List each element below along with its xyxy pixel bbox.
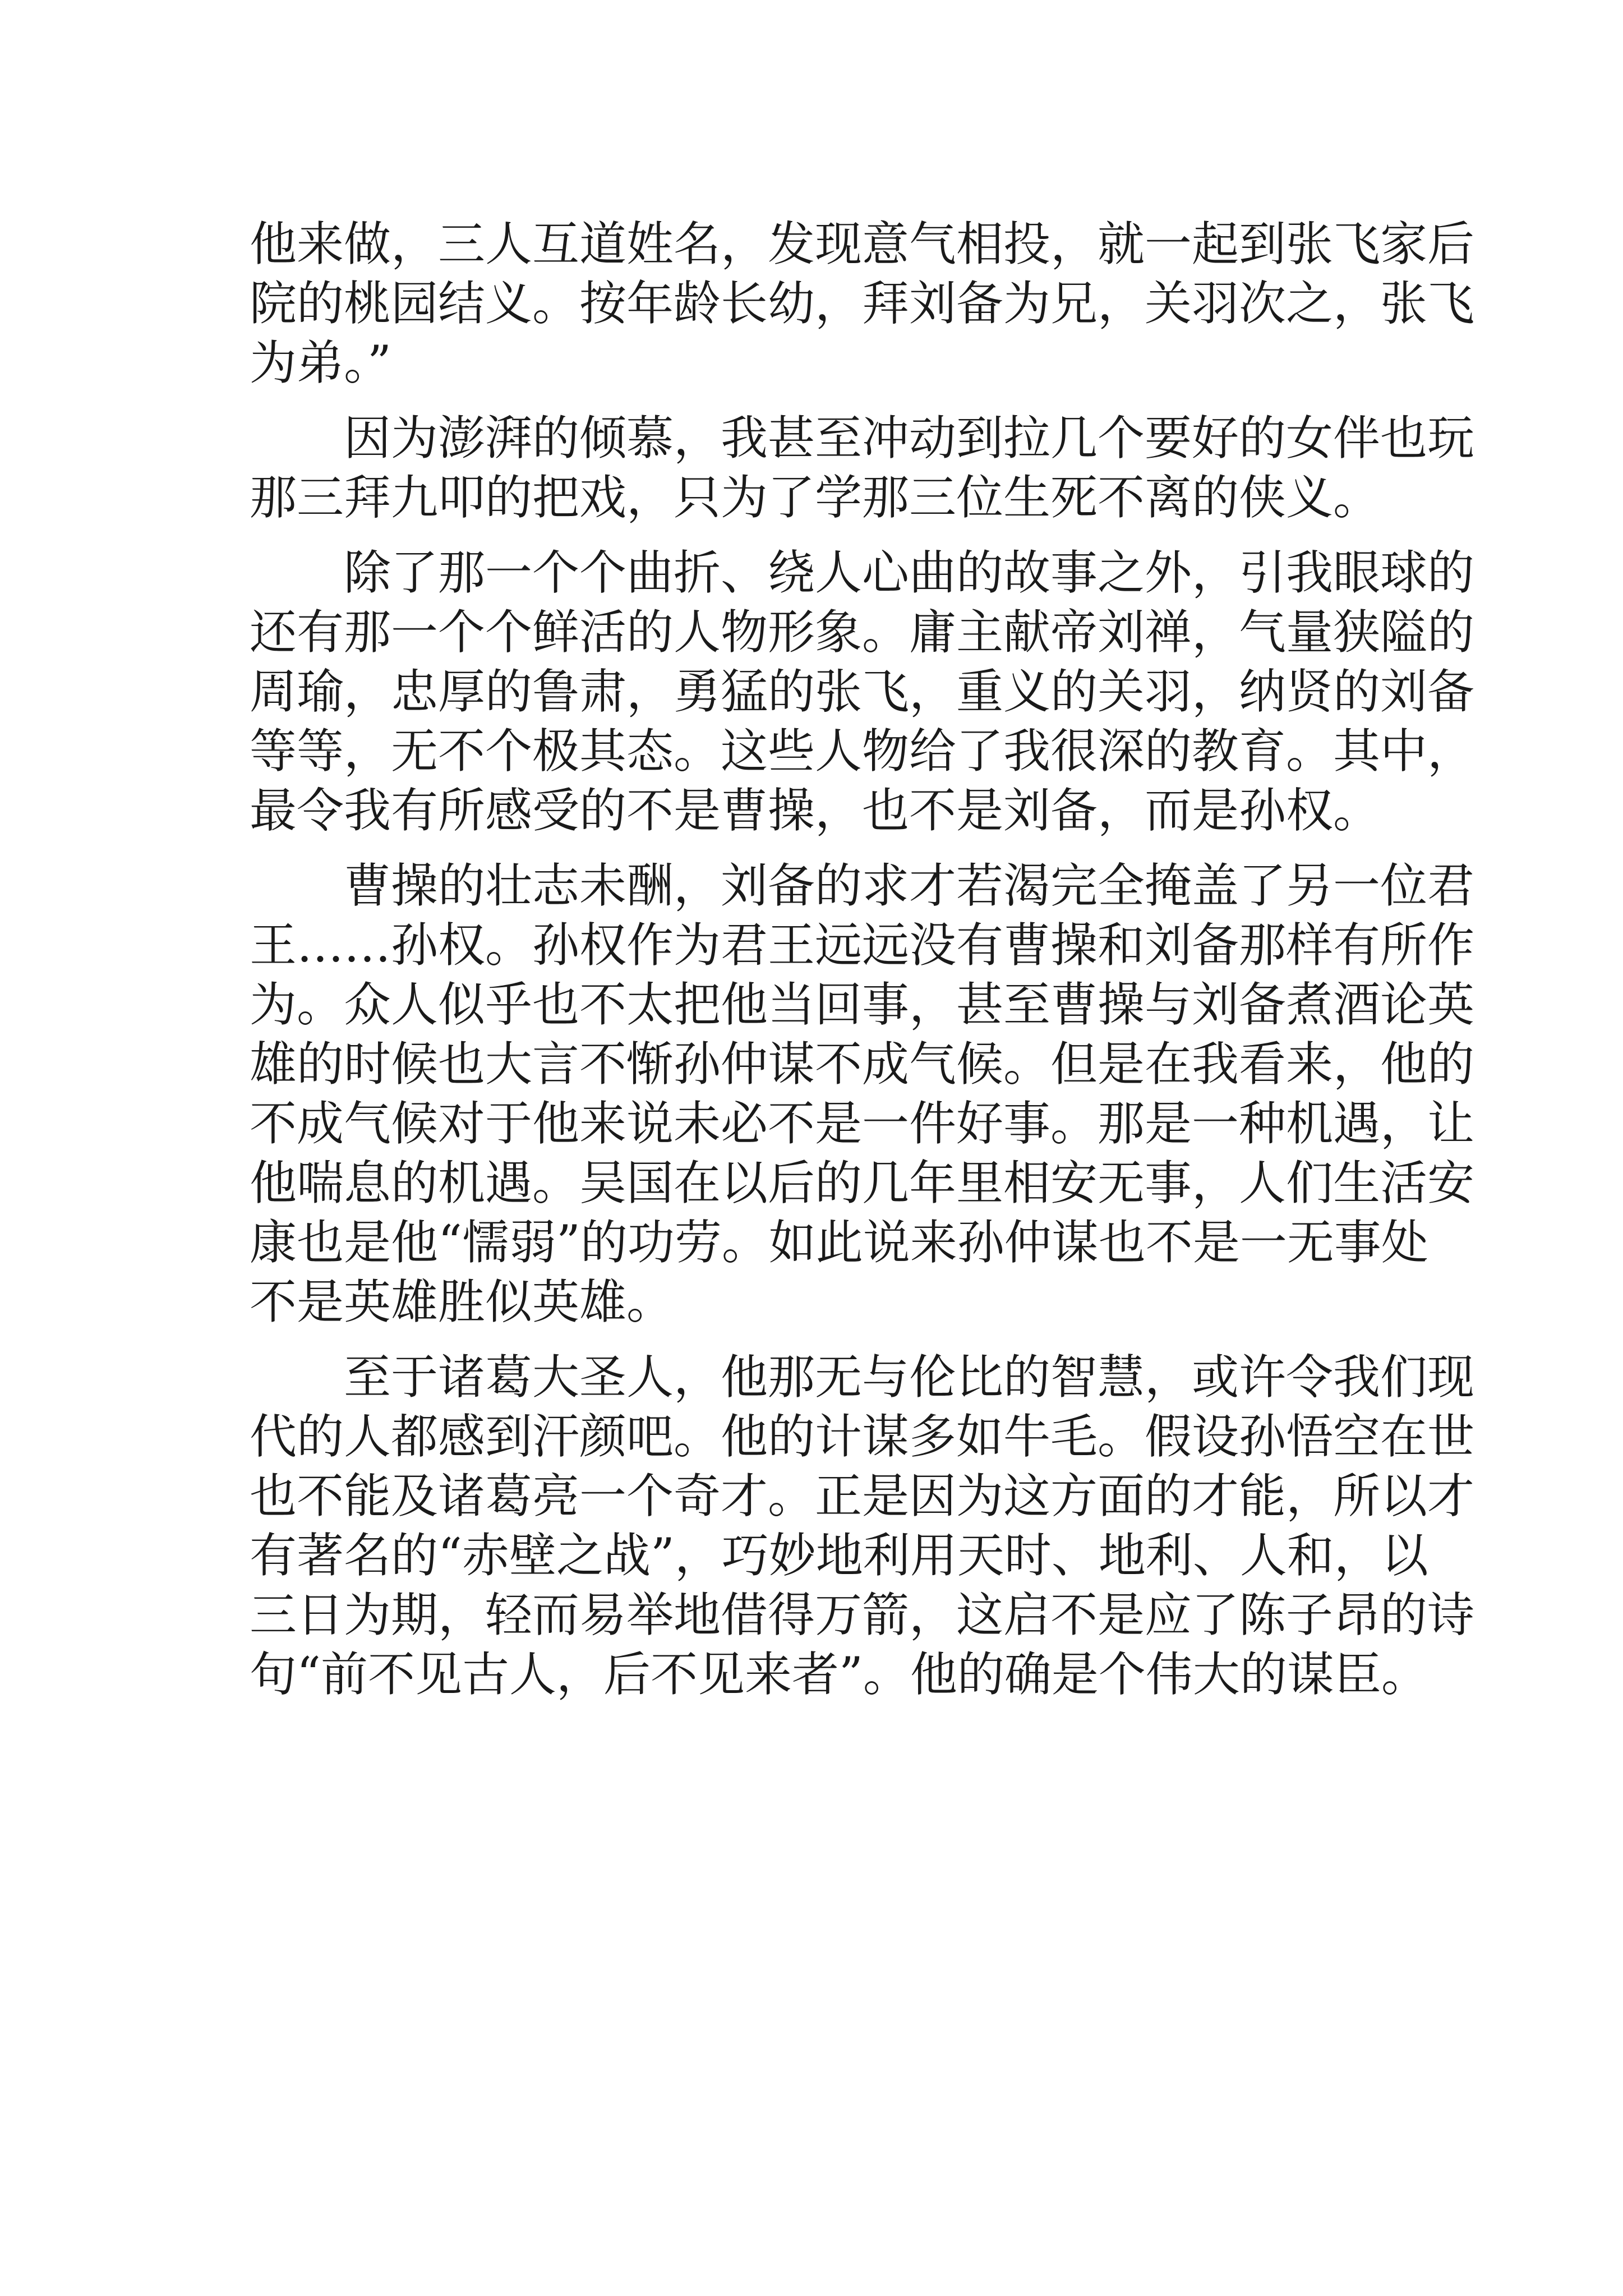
body-text [250, 214, 1475, 1720]
text-line: 康也是他“懦弱”的功劳。如此说来孙仲谋也不是一无事处 [250, 1215, 1428, 1270]
text-line: 还有那一个个鲜活的人物形象。庸主献帝刘禅，气量狭隘的 [250, 605, 1475, 660]
text-line: 他喘息的机遇。吴国在以后的几年里相安无事，人们生活安 [250, 1156, 1475, 1211]
text-line: 雄的时候也大言不惭孙仲谋不成气候。但是在我看来，他的 [250, 1037, 1475, 1092]
text-line: 有著名的“赤壁之战”，巧妙地利用天时、地利、人和，以 [250, 1528, 1428, 1583]
text-line: 句“前不见古人，后不见来者”。他的确是个伟大的谋臣。 [250, 1647, 1428, 1702]
text-line: 曹操的壮志未酬，刘备的求才若渴完全掩盖了另一位君 [344, 858, 1475, 913]
text-line: 王……孙权。孙权作为君王远远没有曹操和刘备那样有所作 [250, 918, 1475, 973]
paragraph-2 [250, 408, 1475, 527]
text-line: 除了那一个个曲折、绕人心曲的故事之外，引我眼球的 [344, 545, 1475, 600]
paragraph-3 [250, 543, 1475, 840]
text-line: 周瑜，忠厚的鲁肃，勇猛的张飞，重义的关羽，纳贤的刘备 [250, 664, 1475, 719]
text-line: 三日为期，轻而易举地借得万箭，这启不是应了陈子昂的诗 [250, 1588, 1475, 1642]
paragraph-4 [250, 856, 1475, 1332]
text-line: 为弟。” [250, 335, 391, 390]
text-line: 因为澎湃的倾慕，我甚至冲动到拉几个要好的女伴也玩 [344, 411, 1475, 466]
text-line: 等等，无不个极其态。这些人物给了我很深的教育。其中， [250, 724, 1475, 779]
text-line: 代的人都感到汗颜吧。他的计谋多如牛毛。假设孙悟空在世 [250, 1409, 1475, 1464]
text-line: 也不能及诸葛亮一个奇才。正是因为这方面的才能，所以才 [250, 1469, 1475, 1524]
text-line: 那三拜九叩的把戏，只为了学那三位生死不离的侠义。 [250, 470, 1381, 525]
text-line: 至于诸葛大圣人，他那无与伦比的智慧，或许令我们现 [344, 1350, 1475, 1405]
paragraph-1 [250, 214, 1475, 393]
text-line: 不成气候对于他来说未必不是一件好事。那是一种机遇，让 [250, 1096, 1475, 1151]
paragraph-5 [250, 1347, 1475, 1704]
text-line: 院的桃园结义。按年龄长幼，拜刘备为兄，关羽次之，张飞 [250, 276, 1475, 331]
text-line: 为。众人似乎也不太把他当回事，甚至曹操与刘备煮酒论英 [250, 977, 1475, 1032]
text-line: 最令我有所感受的不是曹操，也不是刘备，而是孙权。 [250, 783, 1381, 838]
text-line: 他来做，三人互道姓名，发现意气相投，就一起到张飞家后 [250, 217, 1475, 272]
text-line: 不是英雄胜似英雄。 [250, 1274, 674, 1329]
